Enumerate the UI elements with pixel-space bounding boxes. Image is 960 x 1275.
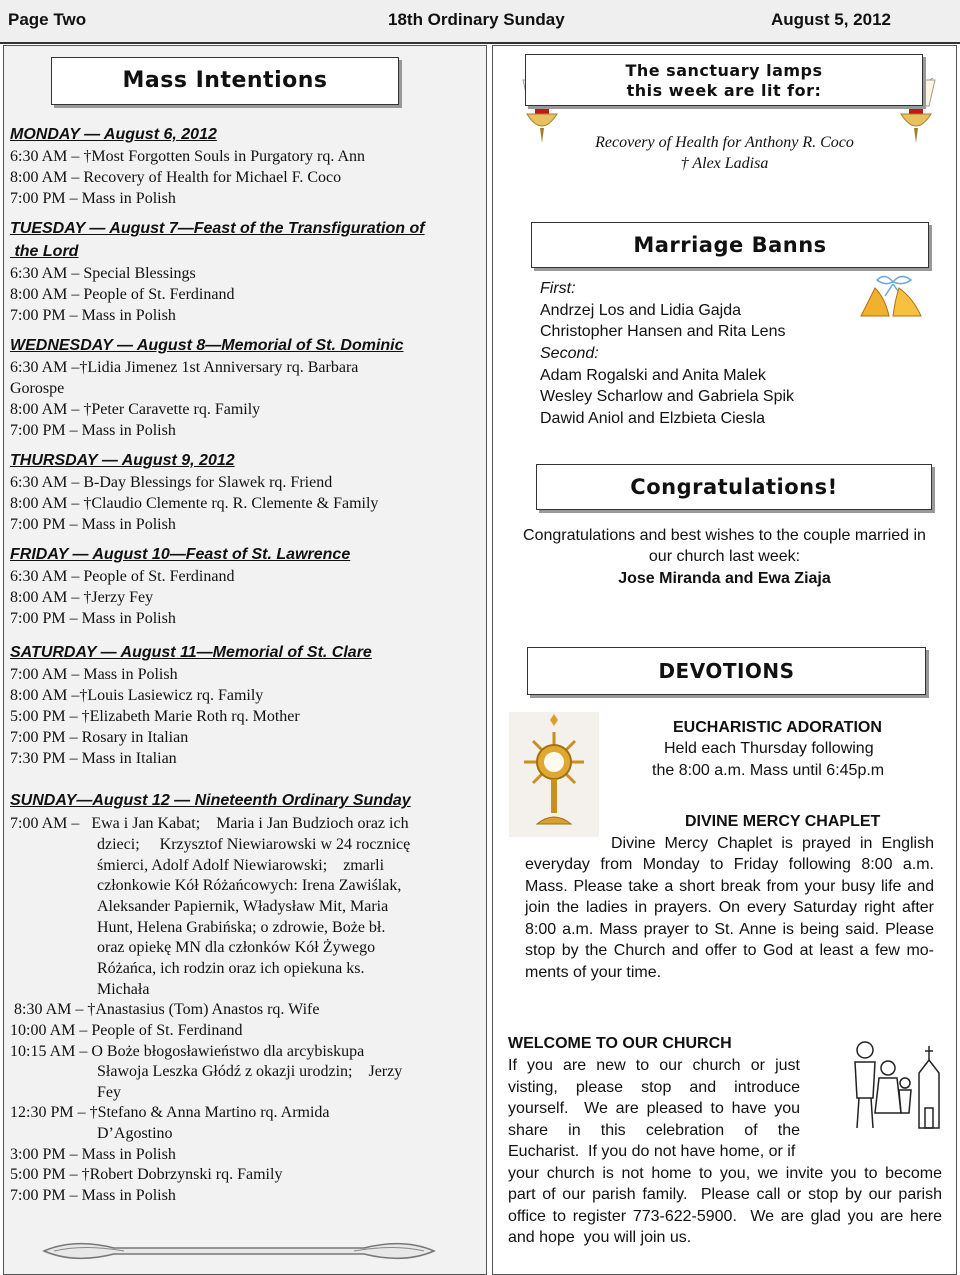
tuesday-line: 6:30 AM – Special Blessings — [10, 265, 196, 282]
sunday-line: 3:00 PM – Mass in Polish — [10, 1146, 176, 1163]
tuesday-heading: TUESDAY — August 7—Feast of the Transfiguration of — [10, 220, 425, 237]
welcome-text: office to register 773-622-5900. We are glad you are here — [508, 1208, 942, 1225]
adoration-text: the 8:00 a.m. Mass until 6:45p.m — [652, 762, 885, 779]
chaplet-text: 8:00 a.m. Mass prayer to St. Anne is being said. Please — [525, 921, 934, 938]
tuesday-heading-cont: the Lord — [10, 243, 79, 260]
wednesday-line: 8:00 AM – †Peter Caravette rq. Family — [10, 401, 261, 418]
family-church-icon — [843, 1028, 948, 1143]
scroll-divider-icon — [34, 1236, 444, 1266]
sunday-line: 10:15 AM – O Boże błogosławieństwo dla arcybiskupa — [10, 1043, 365, 1060]
friday-heading: FRIDAY — August 10—Feast of St. Lawrence — [10, 546, 351, 563]
sanctuary-lamps-title-line: The sanctuary lamps — [625, 61, 823, 80]
marriage-banns-title: Marriage Banns — [531, 222, 929, 268]
monday-line: 8:00 AM – Recovery of Health for Michael F. Coco — [10, 169, 342, 186]
welcome-text: and hope you will join us. — [508, 1229, 692, 1246]
right-column — [492, 45, 957, 1275]
thursday-line: 8:00 AM – †Claudio Clemente rq. R. Clemente & Family — [10, 495, 379, 512]
thursday-line: 7:00 PM – Mass in Polish — [10, 516, 176, 533]
sunday-line: Sławoja Leszka Głódź z okazji urodzin; Jerzy — [97, 1063, 403, 1080]
adoration-title: EUCHARISTIC ADORATION — [673, 719, 882, 736]
sunday-line: członkowie Kół Różańcowych: Irena Zawiślak, — [97, 877, 402, 894]
saturday-line: 8:00 AM –†Louis Lasiewicz rq. Family — [10, 687, 264, 704]
sanctuary-lamps-title-line: this week are lit for: — [626, 81, 822, 100]
banns-couple: Wesley Scharlow and Gabriela Spik — [540, 388, 795, 405]
sunday-line: Hunt, Helena Grabińska; o zdrowie, Boże bł. — [97, 919, 386, 936]
friday-line: 6:30 AM – People of St. Ferdinand — [10, 568, 235, 585]
sunday-line: D’Agostino — [97, 1125, 173, 1142]
chaplet-text: join the ladies in prayers. On every Saturday right after — [525, 899, 934, 916]
page-header — [0, 0, 960, 44]
congrats-text: our church last week: — [648, 548, 801, 565]
lamp-intention: † Alex Ladisa — [680, 155, 769, 172]
sanctuary-lamps-title — [525, 54, 923, 106]
congrats-couple: Jose Miranda and Ewa Ziaja — [618, 570, 831, 587]
page-number: Page Two — [8, 10, 87, 29]
banns-first-label: First: — [540, 280, 576, 297]
monday-line: 6:30 AM – †Most Forgotten Souls in Purgatory rq. Ann — [10, 148, 365, 165]
sunday-heading: SUNDAY—August 12 — Nineteenth Ordinary Sunday — [10, 792, 411, 809]
lamp-intention: Recovery of Health for Anthony R. Coco — [595, 134, 854, 151]
saturday-line: 7:00 AM – Mass in Polish — [10, 666, 178, 683]
friday-line: 7:00 PM – Mass in Polish — [10, 610, 176, 627]
saturday-line: 7:30 PM – Mass in Italian — [10, 750, 177, 767]
banns-couple: Adam Rogalski and Anita Malek — [540, 367, 766, 384]
banns-couple: Dawid Aniol and Elzbieta Ciesla — [540, 410, 766, 427]
sunday-line: dzieci; Krzysztof Niewiarowski w 24 rocznicę — [97, 836, 411, 853]
friday-line: 8:00 AM – †Jerzy Fey — [10, 589, 154, 606]
sunday-line: śmierci, Adolf Adolf Niewiarowski; zmarli — [97, 857, 385, 874]
sunday-line: Aleksander Papiernik, Władysław Mit, Maria — [97, 898, 389, 915]
thursday-line: 6:30 AM – B-Day Blessings for Slawek rq. Friend — [10, 474, 333, 491]
wedding-bells-icon — [855, 272, 935, 324]
welcome-text: Eucharist. If you do not have home, or if — [508, 1143, 796, 1160]
sunday-line: Różańca, ich rodzin oraz ich opiekuna ks. — [97, 960, 365, 977]
bulletin-date: August 5, 2012 — [771, 10, 891, 29]
monday-line: 7:00 PM – Mass in Polish — [10, 190, 176, 207]
welcome-text: visting, please stop and introduce — [508, 1079, 800, 1096]
sunday-line: 7:00 AM – Ewa i Jan Kabat; Maria i Jan Budzioch oraz ich — [10, 815, 409, 832]
sunday-line: Fey — [97, 1084, 121, 1101]
monstrance-icon — [509, 712, 599, 837]
wednesday-line: 6:30 AM –†Lidia Jimenez 1st Anniversary rq. Barbara — [10, 359, 359, 376]
mass-intentions-column — [3, 45, 487, 1275]
liturgical-title: 18th Ordinary Sunday — [388, 10, 565, 29]
sunday-line: 7:00 PM – Mass in Polish — [10, 1187, 176, 1204]
welcome-text: If you are new to our church or just — [508, 1057, 800, 1074]
welcome-title: WELCOME TO OUR CHURCH — [508, 1035, 732, 1052]
wednesday-line: Gorospe — [10, 380, 65, 397]
adoration-text: Held each Thursday following — [664, 740, 874, 757]
welcome-text: yourself. We are pleased to have you — [508, 1100, 800, 1117]
sunday-line: oraz opiekę MN dla członków Kół Żywego — [97, 939, 376, 956]
banns-second-label: Second: — [540, 345, 599, 362]
banns-couple: Andrzej Los and Lidia Gajda — [540, 302, 742, 319]
welcome-text: your church is not home to you, we invite you to become — [508, 1165, 942, 1182]
mass-intentions-title: Mass Intentions — [51, 57, 399, 105]
monday-heading: MONDAY — August 6, 2012 — [10, 126, 217, 143]
sunday-line: 5:00 PM – †Robert Dobrzynski rq. Family — [10, 1166, 283, 1183]
thursday-heading: THURSDAY — August 9, 2012 — [10, 452, 235, 469]
tuesday-line: 7:00 PM – Mass in Polish — [10, 307, 176, 324]
welcome-text: share in this celebration of the — [508, 1122, 800, 1139]
devotions-title: DEVOTIONS — [527, 647, 926, 695]
welcome-text: part of our parish family. Please call or stop by our parish — [508, 1186, 942, 1203]
saturday-heading: SATURDAY — August 11—Memorial of St. Clare — [10, 644, 372, 661]
chaplet-title: DIVINE MERCY CHAPLET — [685, 813, 881, 830]
chaplet-text: Mass. Please take a short break from your busy life and — [525, 878, 934, 895]
wednesday-heading: WEDNESDAY — August 8—Memorial of St. Dominic — [10, 337, 404, 354]
tuesday-line: 8:00 AM – People of St. Ferdinand — [10, 286, 235, 303]
chaplet-text: everyday from Monday to Friday following 8:00 a.m. — [525, 856, 934, 873]
saturday-line: 5:00 PM – †Elizabeth Marie Roth rq. Mother — [10, 708, 300, 725]
chaplet-text: stop by the Church and offer to God at least a few mo- — [525, 942, 934, 959]
congrats-text: Congratulations and best wishes to the couple married in — [523, 527, 926, 544]
sunday-line: Michała — [97, 981, 150, 998]
banns-couple: Christopher Hansen and Rita Lens — [540, 323, 786, 340]
sunday-line: 8:30 AM – †Anastasius (Tom) Anastos rq. Wife — [10, 1001, 320, 1018]
chaplet-text: ments of your time. — [525, 964, 662, 981]
wednesday-line: 7:00 PM – Mass in Polish — [10, 422, 176, 439]
saturday-line: 7:00 PM – Rosary in Italian — [10, 729, 189, 746]
sunday-line: 10:00 AM – People of St. Ferdinand — [10, 1022, 243, 1039]
sunday-line: 12:30 PM – †Stefano & Anna Martino rq. Armida — [10, 1104, 330, 1121]
chaplet-text: Divine Mercy Chaplet is prayed in English — [611, 835, 934, 852]
congratulations-title: Congratulations! — [536, 464, 932, 510]
